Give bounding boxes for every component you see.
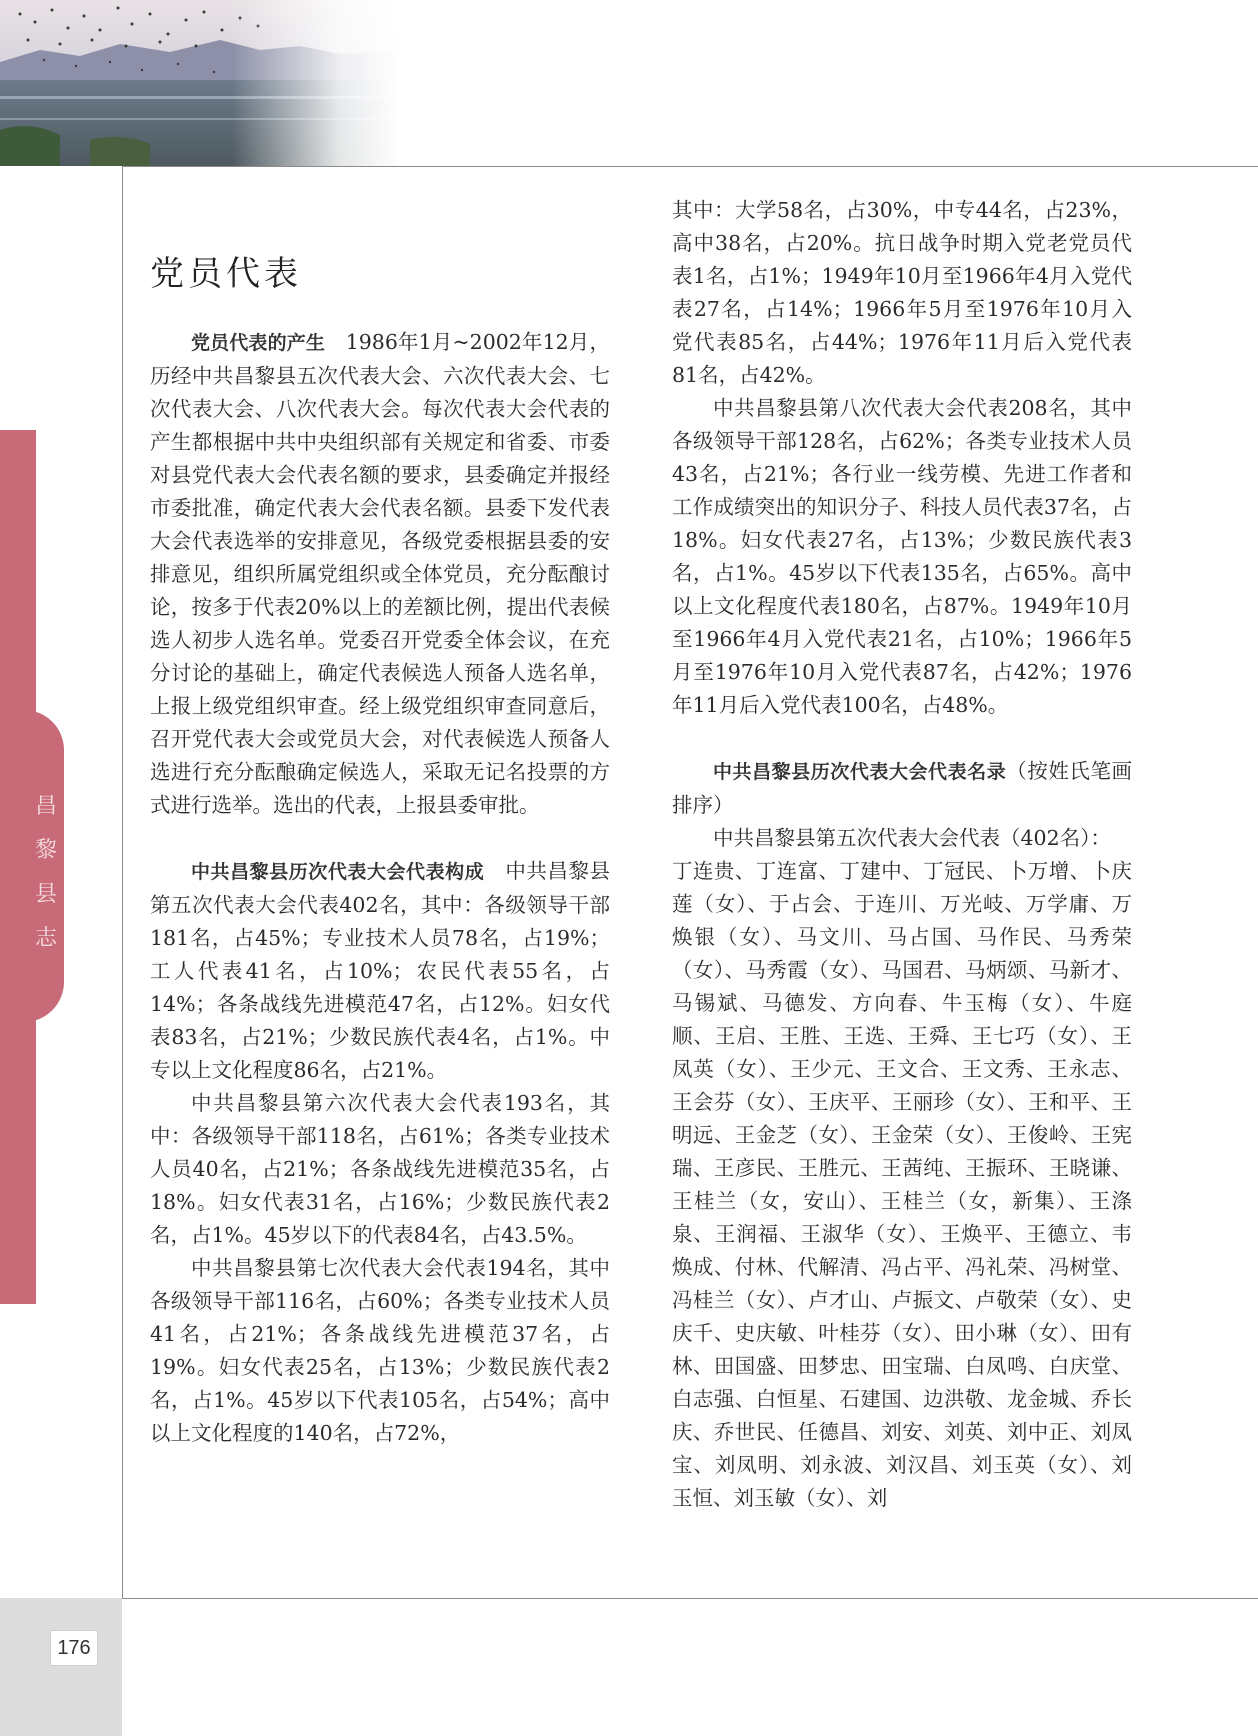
section-title: 党员代表 bbox=[150, 254, 302, 294]
paragraph-composition-7th-cont: 其中：大学58名，占30%，中专44名，占23%，高中38名，占20%。抗日战争时期入党老党员代表1名，占1%；1949年10月至1966年4月入党代表27名，占14%；1966年5月至1976年10月入党代表85名，占44%；1976年11月后入党代表81名，占42%。 bbox=[672, 198, 1132, 387]
header-landscape-photo bbox=[0, 0, 400, 166]
paragraph-composition-7th: 中共昌黎县第七次代表大会代表194名，其中各级领导干部116名，占60%；各类专业技术人员41名，占21%；各条战线先进模范37名，占19%。妇女代表25名，占13%；少数民族代表2名，占1%。45岁以下代表105名，占54%；高中以上文化程度的140名，占72%， bbox=[150, 1256, 610, 1445]
bottom-rule bbox=[122, 1598, 1258, 1599]
subheading-delegate-selection: 党员代表的产生 bbox=[191, 332, 326, 354]
top-rule bbox=[0, 166, 1258, 167]
paragraph-roster-names: 丁连贵、丁连富、丁建中、丁冠民、卜万增、卜庆莲（女）、于占会、于连川、万光岐、万学庸、万焕银（女）、马文川、马占国、马作民、马秀荣（女）、马秀霞（女）、马国君、马炳颂、马新才、马锡斌、马德发、方向春、牛玉梅（女）、牛庭顺、王启、王胜、王选、王舜、王七巧（女）、王凤英（女）、王少元、王文合、王文秀、王永志、王会芬（女）、王庆平、王丽珍（女）、王和平、王明远、王金芝（女）、王金荣（女）、王俊岭、王宪瑞、王彦民、王胜元、王茜纯、王振环、王晓谦、王桂兰（女，安山）、王桂兰（女，新集）、王涤泉、王润福、王淑华（女）、王焕平、王德立、韦焕成、付林、代解清、冯占平、冯礼荣、冯树堂、冯桂兰（女）、卢才山、卢振文、卢敬荣（女）、史庆千、史庆敏、叶桂芬（女）、田小琳（女）、田有林、田国盛、田梦忠、田宝瑞、白凤鸣、白庆堂、白志强、白恒星、石建国、边洪敬、龙金城、乔长庆、乔世民、任德昌、刘安、刘英、刘中正、刘凤宝、刘凤明、刘永波、刘汉昌、刘玉英（女）、刘玉恒、刘玉敏（女）、刘 bbox=[672, 859, 1132, 1510]
left-column bbox=[150, 252, 610, 1450]
paragraph-composition-8th: 中共昌黎县第八次代表大会代表208名，其中各级领导干部128名，占62%；各类专业技术人员43名，占21%；各行业一线劳模、先进工作者和工作成绩突出的知识分子、科技人员代表37名，占18%。妇女代表27名，占13%；少数民族代表3名，占1%。45岁以下代表135名，占65%。高中以上文化程度代表180名，占87%。1949年10月至1966年4月入党代表21名，占10%；1966年5月至1976年10月入党代表87名，占42%；1976年11月后入党代表100名，占48%。 bbox=[672, 396, 1132, 717]
footer-block bbox=[0, 1598, 122, 1736]
side-book-title: 昌黎县志 bbox=[34, 794, 57, 951]
roster-note: （按姓氏笔画排序） bbox=[672, 759, 1132, 817]
paragraph-delegate-selection bbox=[150, 326, 610, 822]
paragraph-composition-6th: 中共昌黎县第六次代表大会代表193名，其中：各级领导干部118名，占61%；各类专业技术人员40名，占21%；各条战线先进模范35名，占18%。妇女代表31名，占16%；少数民族代表2名，占1%。45岁以下的代表84名，占43.5%。 bbox=[150, 1091, 610, 1247]
left-rule bbox=[122, 166, 123, 1598]
paragraph-text: 中共昌黎县第五次代表大会代表402名，其中：各级领导干部181名，占45%；专业技术人员78名，占19%；工人代表41名，占10%；农民代表55名，占14%；各条战线先进模范47名，占12%。妇女代表83名，占21%；少数民族代表4名，占1%。中专以上文化程度86名，占21%。 bbox=[150, 859, 611, 1082]
paragraph-roster-intro: 中共昌黎县第五次代表大会代表（402名）： bbox=[713, 826, 1111, 850]
paragraph-roster-heading bbox=[672, 755, 1132, 822]
right-column bbox=[672, 194, 1132, 1515]
paragraph-text: 1986年1月~2002年12月，历经中共昌黎县五次代表大会、六次代表大会、七次代表大会、八次代表大会。每次代表大会代表的产生都根据中共中央组织部有关规定和省委、市委对县党代表大会代表名额的要求，县委确定并报经市委批准，确定代表大会代表名额。县委下发代表大会代表选举的安排意见，各级党委根据县委的安排意见，组织所属党组织或全体党员，充分酝酿讨论，按多于代表20%以上的差额比例，提出代表候选人初步人选名单。党委召开党委全体会议，在充分讨论的基础上，确定代表候选人预备人选名单，上报上级党组织审查。经上级党组织审查同意后，召开党代表大会或党员大会，对代表候选人预备人选进行充分酝酿确定候选人，采取无记名投票的方式进行选举。选出的代表，上报县委审批。 bbox=[150, 330, 610, 817]
page-number: 176 bbox=[50, 1630, 98, 1666]
subheading-roster: 中共昌黎县历次代表大会代表名录 bbox=[713, 761, 1007, 783]
subheading-composition: 中共昌黎县历次代表大会代表构成 bbox=[191, 861, 485, 883]
paragraph-composition-5th bbox=[150, 855, 610, 1087]
